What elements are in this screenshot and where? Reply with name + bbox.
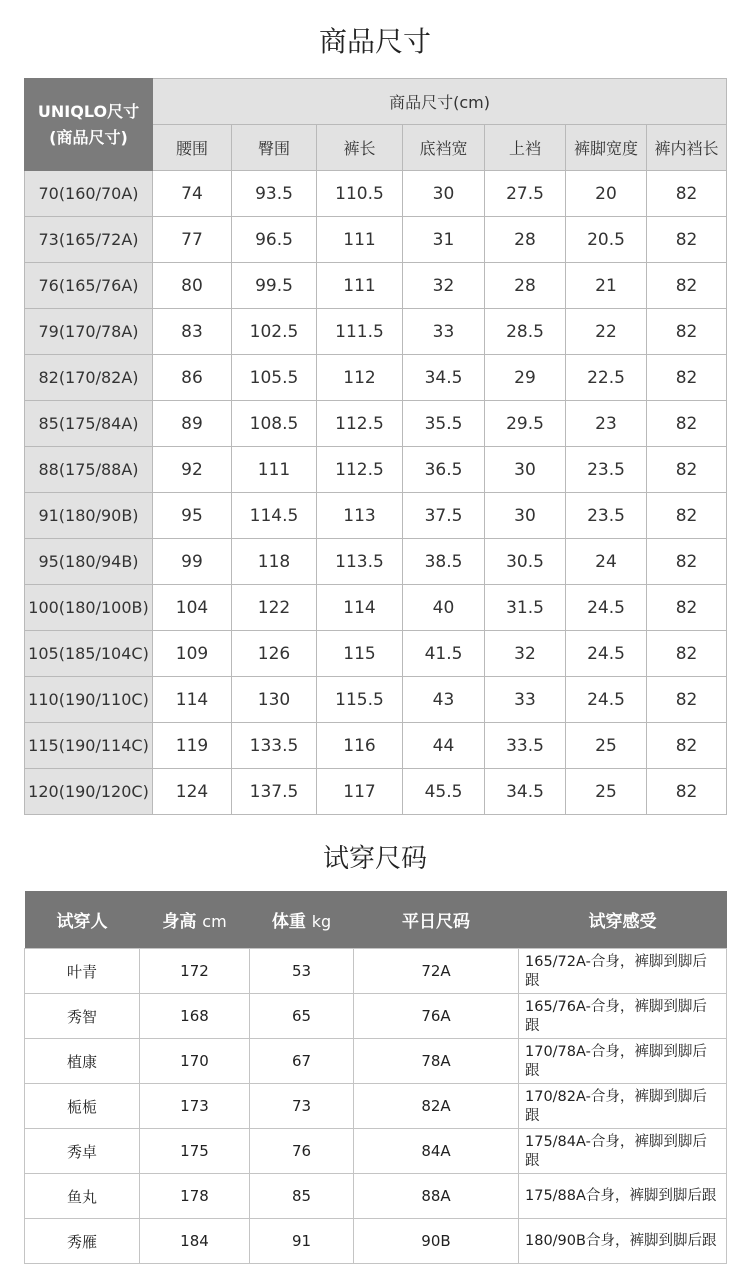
corner-line-2: (商品尺寸) [49,127,128,147]
size-value-cell: 37.5 [403,493,485,539]
tryon-table [24,891,727,1264]
size-value-cell: 82 [647,447,727,493]
size-value-cell: 118 [232,539,317,585]
size-label-cell: 88(175/88A) [25,447,153,493]
tryon-name-cell: 植康 [25,1039,140,1084]
size-value-cell: 96.5 [232,217,317,263]
tryon-feel-cell: 165/72A-合身，裤脚到脚后跟 [519,949,727,994]
corner-line-1: UNIQLO尺寸 [37,101,140,121]
size-value-cell: 104 [153,585,232,631]
size-value-cell: 122 [232,585,317,631]
size-value-cell: 40 [403,585,485,631]
tryon-height-cell: 178 [140,1174,250,1219]
size-value-cell: 29 [485,355,566,401]
tryon-header-height [140,891,250,949]
tryon-row [25,1174,727,1219]
tryon-name-cell: 叶青 [25,949,140,994]
size-value-cell: 27.5 [485,171,566,217]
tryon-height-cell: 172 [140,949,250,994]
size-value-cell: 82 [647,263,727,309]
size-value-cell: 77 [153,217,232,263]
size-row [25,309,727,355]
tryon-feel-cell: 175/88A合身，裤脚到脚后跟 [519,1174,727,1219]
size-row [25,493,727,539]
size-table [24,78,727,815]
size-value-cell: 133.5 [232,723,317,769]
tryon-weight-cell: 85 [250,1174,354,1219]
tryon-usual-size-cell: 76A [354,994,519,1039]
size-label-cell: 85(175/84A) [25,401,153,447]
size-value-cell: 86 [153,355,232,401]
size-value-cell: 115.5 [317,677,403,723]
tryon-height-cell: 175 [140,1129,250,1174]
size-corner-header [25,79,153,171]
size-value-cell: 89 [153,401,232,447]
product-size-title: 商品尺寸 [318,25,431,58]
size-value-cell: 82 [647,493,727,539]
size-label-cell: 91(180/90B) [25,493,153,539]
size-label-cell: 73(165/72A) [25,217,153,263]
size-value-cell: 82 [647,539,727,585]
size-value-cell: 31 [403,217,485,263]
tryon-name-cell: 鱼丸 [25,1174,140,1219]
size-value-cell: 82 [647,309,727,355]
size-value-cell: 33 [485,677,566,723]
tryon-name-cell: 秀雁 [25,1219,140,1264]
size-value-cell: 28.5 [485,309,566,355]
size-value-cell: 111 [317,217,403,263]
size-value-cell: 30 [485,447,566,493]
size-value-cell: 110.5 [317,171,403,217]
size-row [25,355,727,401]
tryon-row [25,1129,727,1174]
size-value-cell: 109 [153,631,232,677]
size-value-cell: 119 [153,723,232,769]
size-value-cell: 112.5 [317,447,403,493]
size-row [25,263,727,309]
size-value-cell: 114 [153,677,232,723]
size-value-cell: 82 [647,585,727,631]
size-value-cell: 28 [485,263,566,309]
size-value-cell: 111 [317,263,403,309]
size-value-cell: 114 [317,585,403,631]
size-value-cell: 29.5 [485,401,566,447]
size-row [25,539,727,585]
size-value-cell: 32 [485,631,566,677]
size-label-cell: 76(165/76A) [25,263,153,309]
size-value-cell: 82 [647,171,727,217]
tryon-weight-cell: 73 [250,1084,354,1129]
size-value-cell: 113 [317,493,403,539]
tryon-usual-size-cell: 72A [354,949,519,994]
size-value-cell: 111 [232,447,317,493]
size-value-cell: 99.5 [232,263,317,309]
size-value-cell: 33 [403,309,485,355]
size-row [25,171,727,217]
tryon-weight-cell: 67 [250,1039,354,1084]
tryon-row [25,1084,727,1129]
size-value-cell: 82 [647,723,727,769]
size-value-cell: 82 [647,401,727,447]
size-value-cell: 23.5 [566,447,647,493]
size-value-cell: 137.5 [232,769,317,815]
size-row [25,217,727,263]
size-value-cell: 114.5 [232,493,317,539]
tryon-row [25,949,727,994]
size-label-cell: 70(160/70A) [25,171,153,217]
size-label-cell: 95(180/94B) [25,539,153,585]
size-value-cell: 34.5 [403,355,485,401]
weight-label: 体重 [271,912,306,932]
size-value-cell: 23.5 [566,493,647,539]
size-group-header: 商品尺寸(cm) [153,79,727,125]
size-value-cell: 126 [232,631,317,677]
size-value-cell: 41.5 [403,631,485,677]
size-value-cell: 82 [647,769,727,815]
size-value-cell: 36.5 [403,447,485,493]
tryon-name-cell: 栀栀 [25,1084,140,1129]
size-value-cell: 116 [317,723,403,769]
tryon-usual-size-cell: 88A [354,1174,519,1219]
size-value-cell: 93.5 [232,171,317,217]
tryon-row [25,1219,727,1264]
tryon-height-cell: 168 [140,994,250,1039]
height-unit: cm [202,912,227,931]
size-value-cell: 92 [153,447,232,493]
size-value-cell: 31.5 [485,585,566,631]
size-column-header: 腰围 [153,125,232,171]
tryon-header-person: 试穿人 [25,891,140,949]
size-value-cell: 30.5 [485,539,566,585]
size-row [25,677,727,723]
tryon-usual-size-cell: 90B [354,1219,519,1264]
size-value-cell: 28 [485,217,566,263]
size-value-cell: 44 [403,723,485,769]
size-label-cell: 120(190/120C) [25,769,153,815]
size-row [25,769,727,815]
size-value-cell: 111.5 [317,309,403,355]
size-value-cell: 80 [153,263,232,309]
size-value-cell: 113.5 [317,539,403,585]
size-column-header: 裤内裆长 [647,125,727,171]
size-value-cell: 108.5 [232,401,317,447]
size-row [25,447,727,493]
tryon-header-weight [250,891,354,949]
size-value-cell: 102.5 [232,309,317,355]
size-value-cell: 30 [485,493,566,539]
tryon-feel-cell: 170/82A-合身，裤脚到脚后跟 [519,1084,727,1129]
size-value-cell: 74 [153,171,232,217]
tryon-weight-cell: 76 [250,1129,354,1174]
size-label-cell: 105(185/104C) [25,631,153,677]
size-row [25,723,727,769]
size-value-cell: 82 [647,217,727,263]
size-label-cell: 82(170/82A) [25,355,153,401]
size-label-cell: 110(190/110C) [25,677,153,723]
tryon-header-usual-size: 平日尺码 [354,891,519,949]
size-value-cell: 45.5 [403,769,485,815]
size-column-header: 裤脚宽度 [566,125,647,171]
size-row [25,631,727,677]
size-value-cell: 20.5 [566,217,647,263]
tryon-weight-cell: 65 [250,994,354,1039]
size-value-cell: 35.5 [403,401,485,447]
size-value-cell: 99 [153,539,232,585]
size-value-cell: 22 [566,309,647,355]
tryon-weight-cell: 91 [250,1219,354,1264]
size-value-cell: 82 [647,355,727,401]
size-value-cell: 124 [153,769,232,815]
size-value-cell: 20 [566,171,647,217]
size-row [25,401,727,447]
size-value-cell: 23 [566,401,647,447]
tryon-header-feel: 试穿感受 [519,891,727,949]
size-value-cell: 33.5 [485,723,566,769]
tryon-height-cell: 170 [140,1039,250,1084]
size-column-header: 裤长 [317,125,403,171]
tryon-feel-cell: 165/76A-合身，裤脚到脚后跟 [519,994,727,1039]
size-value-cell: 112.5 [317,401,403,447]
size-value-cell: 95 [153,493,232,539]
tryon-name-cell: 秀卓 [25,1129,140,1174]
size-value-cell: 22.5 [566,355,647,401]
size-label-cell: 79(170/78A) [25,309,153,355]
size-value-cell: 21 [566,263,647,309]
size-value-cell: 82 [647,677,727,723]
size-value-cell: 82 [647,631,727,677]
tryon-usual-size-cell: 84A [354,1129,519,1174]
size-value-cell: 24 [566,539,647,585]
size-value-cell: 34.5 [485,769,566,815]
size-column-header: 臀围 [232,125,317,171]
size-label-cell: 115(190/114C) [25,723,153,769]
size-value-cell: 25 [566,769,647,815]
tryon-height-cell: 173 [140,1084,250,1129]
size-column-header: 底裆宽 [403,125,485,171]
size-value-cell: 43 [403,677,485,723]
height-label: 身高 [162,912,197,932]
tryon-weight-cell: 53 [250,949,354,994]
size-value-cell: 24.5 [566,631,647,677]
size-value-cell: 32 [403,263,485,309]
size-value-cell: 25 [566,723,647,769]
size-value-cell: 130 [232,677,317,723]
tryon-title: 试穿尺码 [322,844,427,874]
size-value-cell: 117 [317,769,403,815]
weight-unit: kg [311,912,332,931]
size-label-cell: 100(180/100B) [25,585,153,631]
tryon-usual-size-cell: 78A [354,1039,519,1084]
size-value-cell: 24.5 [566,677,647,723]
tryon-feel-cell: 170/78A-合身，裤脚到脚后跟 [519,1039,727,1084]
size-row [25,585,727,631]
size-column-header: 上裆 [485,125,566,171]
tryon-usual-size-cell: 82A [354,1084,519,1129]
size-value-cell: 112 [317,355,403,401]
tryon-row [25,1039,727,1084]
size-value-cell: 105.5 [232,355,317,401]
tryon-feel-cell: 175/84A-合身，裤脚到脚后跟 [519,1129,727,1174]
tryon-feel-cell: 180/90B合身，裤脚到脚后跟 [519,1219,727,1264]
size-value-cell: 38.5 [403,539,485,585]
size-value-cell: 24.5 [566,585,647,631]
size-value-cell: 30 [403,171,485,217]
tryon-row [25,994,727,1039]
tryon-name-cell: 秀智 [25,994,140,1039]
tryon-height-cell: 184 [140,1219,250,1264]
size-value-cell: 83 [153,309,232,355]
size-value-cell: 115 [317,631,403,677]
